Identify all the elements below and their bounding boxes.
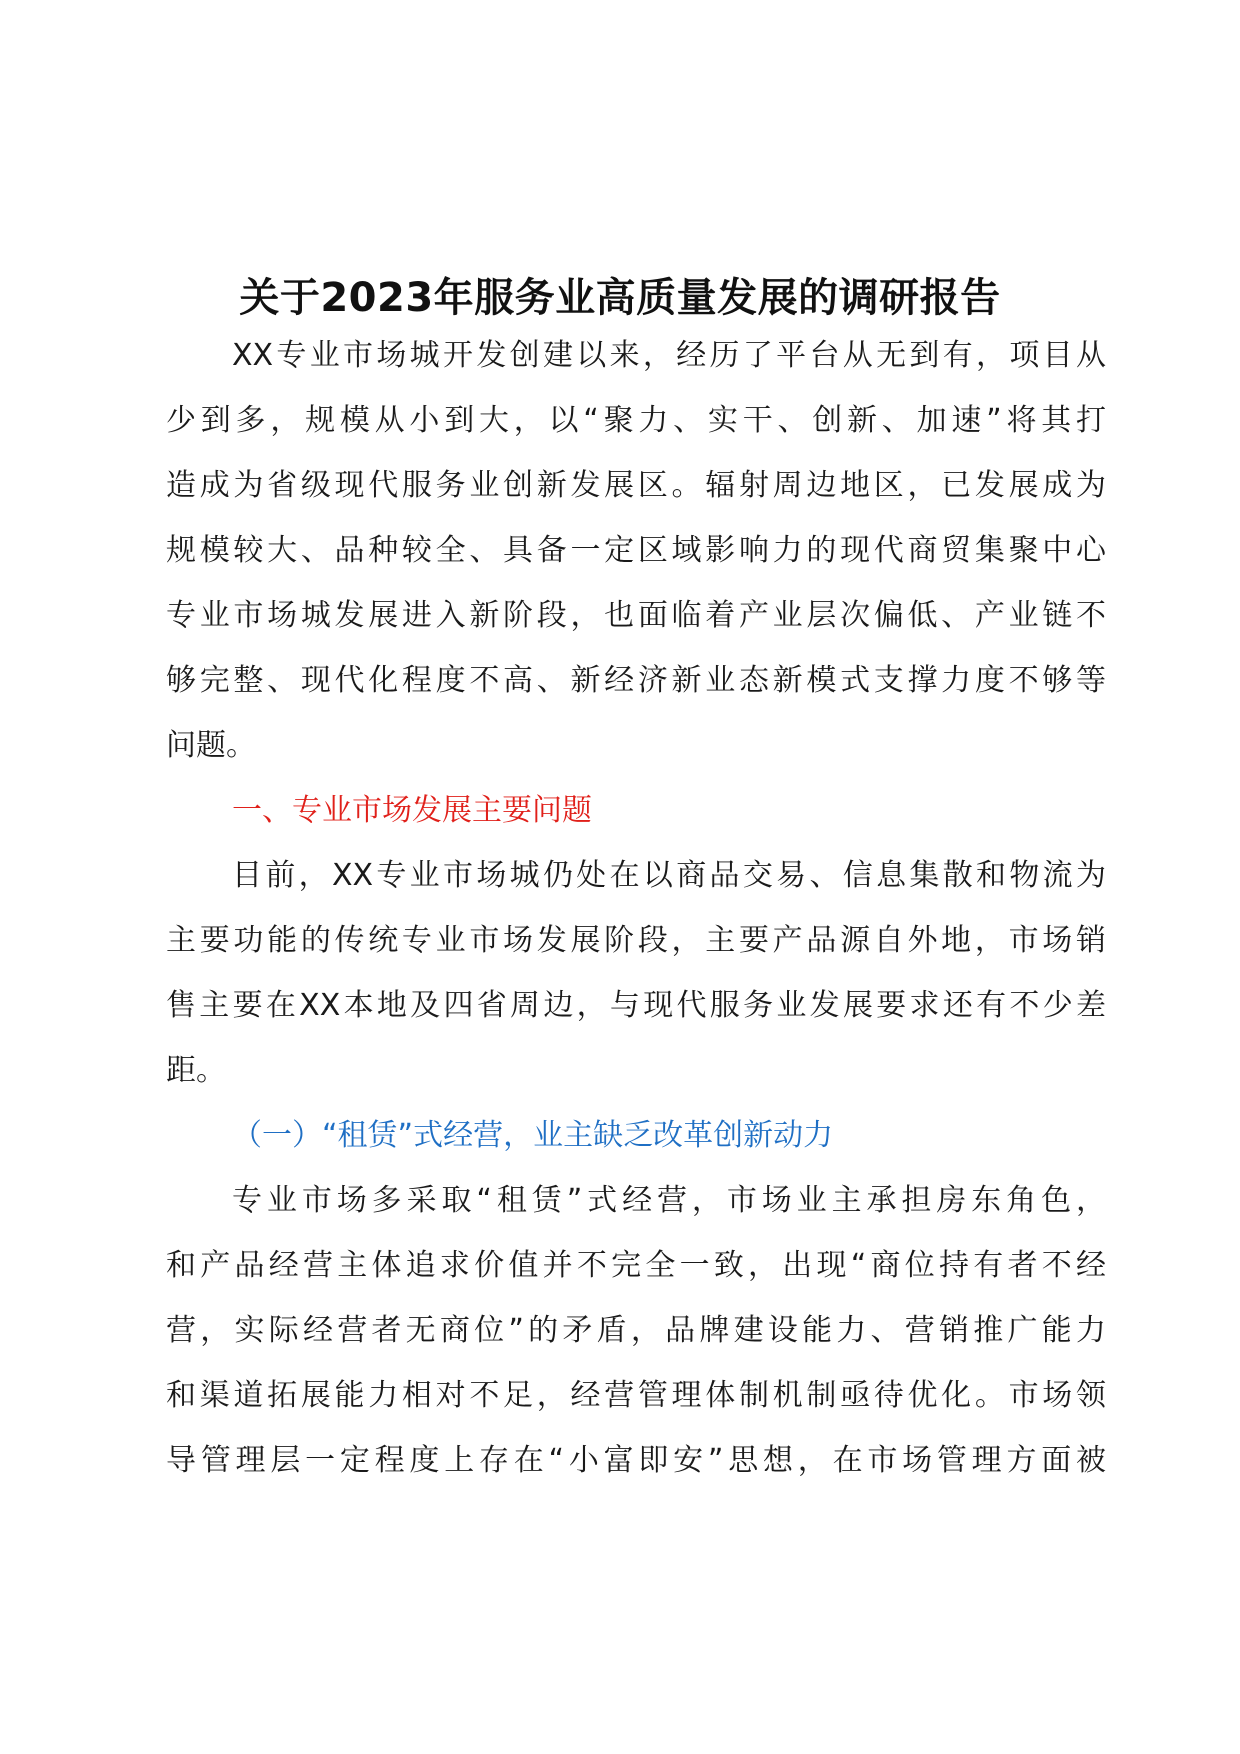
section-heading: 一、专业市场发展主要问题 [232, 793, 592, 828]
paragraph-line: 专业市场城发展进入新阶段，也面临着产业层次偏低、产业链不 [166, 598, 1106, 633]
paragraph-line: 专业市场多采取“租赁”式经营，市场业主承担房东角色， [232, 1183, 1106, 1218]
document-title: 关于2023年服务业高质量发展的调研报告 [239, 275, 1001, 321]
paragraph-line: 营，实际经营者无商位”的矛盾，品牌建设能力、营销推广能力 [166, 1313, 1106, 1348]
paragraph-line: 导管理层一定程度上存在“小富即安”思想，在市场管理方面被 [166, 1443, 1106, 1478]
paragraph-line: 少到多，规模从小到大，以“聚力、实干、创新、加速”将其打 [166, 403, 1106, 438]
paragraph-line: 问题。 [166, 728, 256, 763]
document-body [166, 323, 1106, 1493]
paragraph-line: 目前，XX专业市场城仍处在以商品交易、信息集散和物流为 [232, 858, 1106, 893]
paragraph-line: 主要功能的传统专业市场发展阶段，主要产品源自外地，市场销 [166, 923, 1106, 958]
paragraph-line: 够完整、现代化程度不高、新经济新业态新模式支撑力度不够等 [166, 663, 1106, 698]
paragraph-line: XX专业市场城开发创建以来，经历了平台从无到有，项目从 [232, 338, 1106, 373]
subsection-heading: （一）“租赁”式经营，业主缺乏改革创新动力 [232, 1118, 834, 1153]
paragraph-line: 和产品经营主体追求价值并不完全一致，出现“商位持有者不经 [166, 1248, 1106, 1283]
paragraph-line: 售主要在XX本地及四省周边，与现代服务业发展要求还有不少差 [166, 988, 1106, 1023]
paragraph-line: 和渠道拓展能力相对不足，经营管理体制机制亟待优化。市场领 [166, 1378, 1106, 1413]
paragraph-line: 规模较大、品种较全、具备一定区域影响力的现代商贸集聚中心 [166, 533, 1106, 568]
paragraph-line: 距。 [166, 1053, 226, 1088]
paragraph-line: 造成为省级现代服务业创新发展区。辐射周边地区，已发展成为 [166, 468, 1106, 503]
